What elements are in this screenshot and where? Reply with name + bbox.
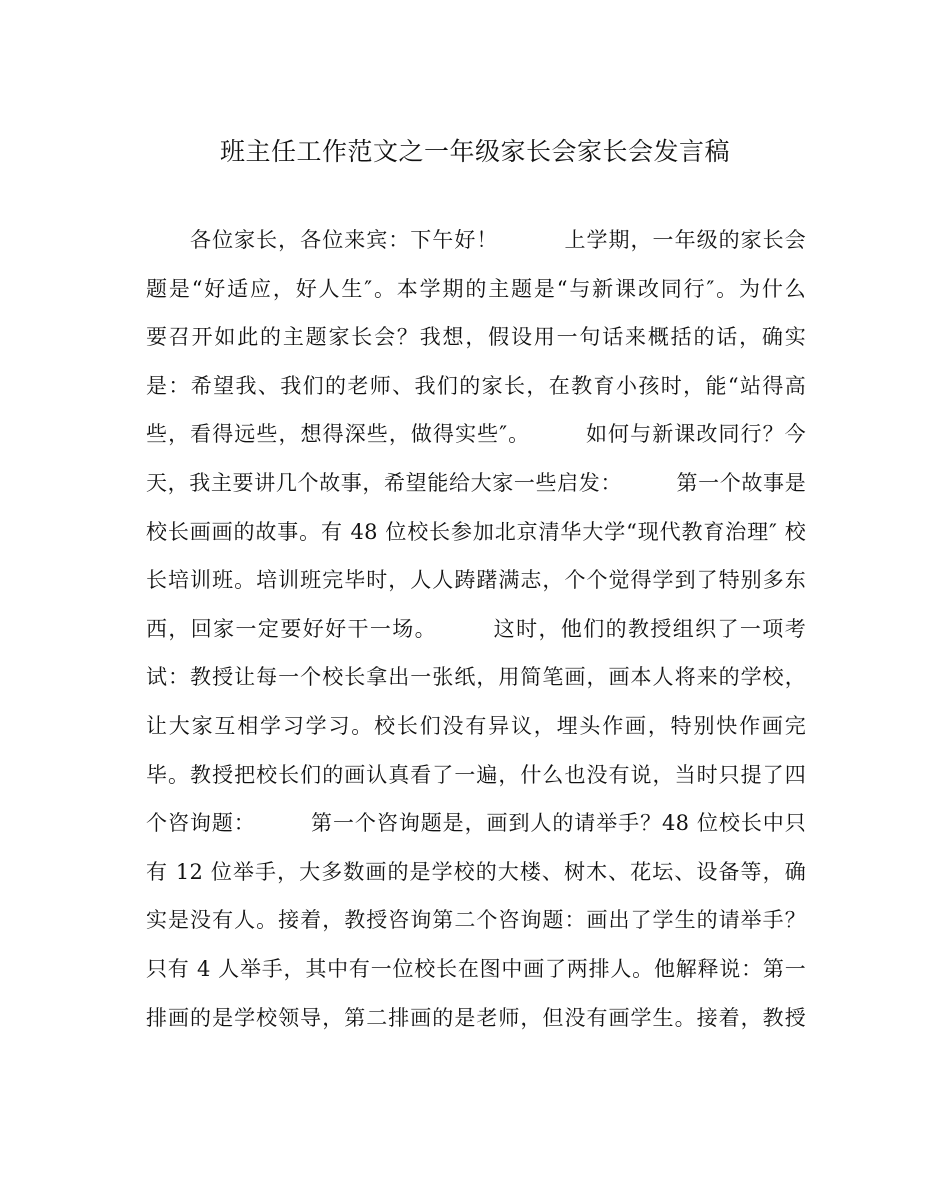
paragraph-line: 天，我主要讲几个故事，希望能给大家一些启发： 第一个故事是 [146,470,806,495]
paragraph-line: 排画的是学校领导，第二排画的是老师，但没有画学生。接着，教授 [146,1005,806,1030]
paragraph-line: 让大家互相学习学习。校长们没有异议，埋头作画，特别快作画完 [146,713,806,738]
document-title: 班主任工作范文之一年级家长会家长会发言稿 [219,137,730,166]
paragraph-line: 题是“好适应，好人生″。本学期的主题是“与新课改同行″。为什么 [146,276,806,301]
paragraph-line: 有 12 位举手，大多数画的是学校的大楼、树木、花坛、设备等，确 [146,859,806,884]
paragraph-line: 试：教授让每一个校长拿出一张纸，用简笔画，画本人将来的学校， [146,665,806,690]
paragraph-line: 长培训班。培训班完毕时，人人踌躇满志，个个觉得学到了特别多东 [146,568,806,593]
paragraph-line: 个咨询题： 第一个咨询题是，画到人的请举手？48 位校长中只 [146,811,806,836]
paragraph-line: 校长画画的故事。有 48 位校长参加北京清华大学“现代教育治理″ 校 [146,519,806,544]
paragraph-line: 些，看得远些，想得深些，做得实些″。 如何与新课改同行？今 [146,422,806,447]
paragraph-line: 实是没有人。接着，教授咨询第二个咨询题：画出了学生的请举手？ [146,908,806,933]
paragraph-line: 要召开如此的主题家长会？我想，假设用一句话来概括的话，确实 [146,325,806,350]
document-body [146,216,806,1042]
paragraph-line: 只有 4 人举手，其中有一位校长在图中画了两排人。他解释说：第一 [146,956,806,981]
paragraph-line: 各位家长，各位来宾：下午好！ 上学期，一年级的家长会 [190,228,806,252]
paragraph-line: 西，回家一定要好好干一场。 这时，他们的教授组织了一项考 [146,616,806,641]
paragraph-line: 是：希望我、我们的老师、我们的家长，在教育小孩时，能“站得高 [146,373,806,398]
paragraph-line: 毕。教授把校长们的画认真看了一遍，什么也没有说，当时只提了四 [146,762,806,787]
